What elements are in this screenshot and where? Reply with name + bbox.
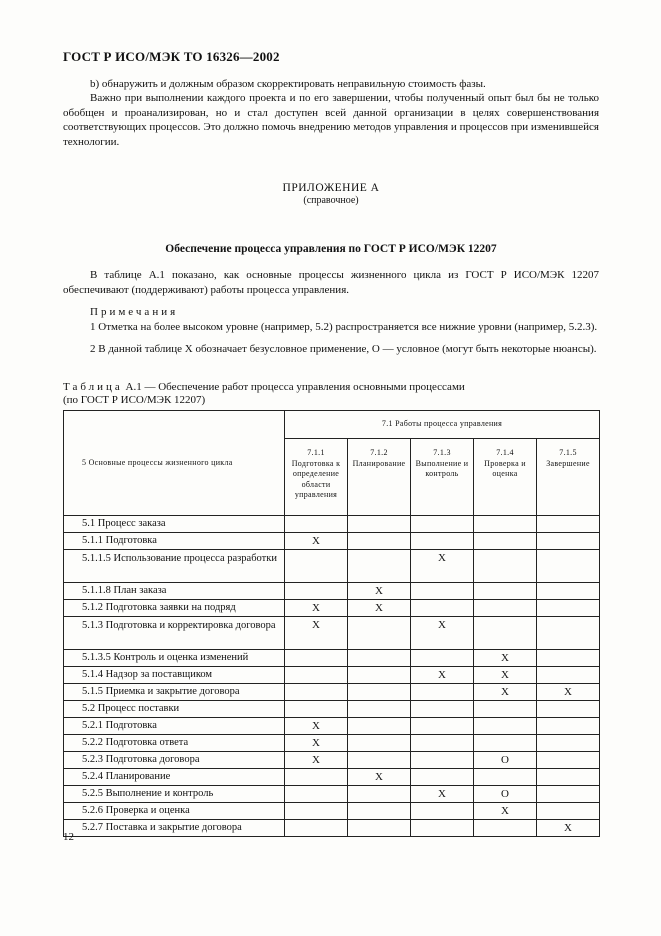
mark-cell: X [285, 752, 348, 769]
mark-cell [537, 752, 600, 769]
mark-cell [537, 701, 600, 718]
mark-cell: X [285, 718, 348, 735]
table-caption-rest: А.1 — Обеспечение работ процесса управления основными процессами [122, 381, 465, 393]
row-label: 5.1.2 Подготовка заявки на подряд [64, 600, 285, 617]
column-header-main: 5 Основные процессы жизненного цикла [64, 411, 285, 516]
mark-cell [348, 684, 411, 701]
mark-cell: X [348, 600, 411, 617]
table-row [64, 786, 600, 803]
row-label: 5.1.5 Приемка и закрытие договора [64, 684, 285, 701]
note-2: 2 В данной таблице X обозначает безусловное применение, О — условное (могут быть некоторые нюансы). [90, 343, 597, 355]
notes-title: Примечания [90, 306, 179, 318]
mark-cell [285, 550, 348, 583]
row-label: 5.1.3.5 Контроль и оценка изменений [64, 650, 285, 667]
mark-cell [411, 600, 474, 617]
mark-cell [411, 516, 474, 533]
mark-cell [474, 516, 537, 533]
table-row [64, 583, 600, 600]
table-row [64, 617, 600, 650]
mark-cell: X [348, 769, 411, 786]
appendix-subtitle: (справочное) [303, 195, 359, 206]
row-label: 5.2.7 Поставка и закрытие договора [64, 820, 285, 837]
mark-cell [537, 667, 600, 684]
mark-cell: X [285, 600, 348, 617]
mark-cell [474, 550, 537, 583]
page-number: 12 [63, 831, 74, 843]
mark-cell [474, 583, 537, 600]
processes-table [63, 410, 600, 837]
intro-paragraph: Важно при выполнении каждого проекта и по его завершении, чтобы полученный опыт был бы не только обобщен и проанализирован, но и стал доступен всей данной организации в целях совершенствования соответствующих процессов. Это должно помочь внедрению методов управления и процессов при изменившейся технологии. [63, 92, 599, 148]
mark-cell [348, 752, 411, 769]
table-row [64, 533, 600, 550]
mark-cell [285, 650, 348, 667]
mark-cell [348, 667, 411, 684]
mark-cell [411, 684, 474, 701]
mark-cell: X [474, 650, 537, 667]
table-row [64, 735, 600, 752]
list-item-b: b) обнаружить и должным образом скорректировать неправильную стоимость фазы. [90, 78, 486, 90]
row-label: 5.2.3 Подготовка договора [64, 752, 285, 769]
row-label: 5.2.1 Подготовка [64, 718, 285, 735]
table-row [64, 516, 600, 533]
mark-cell [537, 718, 600, 735]
mark-cell: X [474, 803, 537, 820]
row-label: 5.1.4 Надзор за поставщиком [64, 667, 285, 684]
mark-cell [474, 769, 537, 786]
row-label: 5.2.5 Выполнение и контроль [64, 786, 285, 803]
column-header-7-1-5: 7.1.5 Завершение [537, 439, 600, 516]
mark-cell [348, 550, 411, 583]
mark-cell [537, 786, 600, 803]
mark-cell [285, 820, 348, 837]
column-header-7-1-3: 7.1.3 Выполнение и контроль [411, 439, 474, 516]
mark-cell [537, 803, 600, 820]
mark-cell [474, 600, 537, 617]
column-header-7-1-1: 7.1.1 Подготовка к определение области управления [285, 439, 348, 516]
mark-cell [411, 533, 474, 550]
mark-cell [411, 769, 474, 786]
column-header-7-1-4: 7.1.4 Проверка и оценка [474, 439, 537, 516]
mark-cell: X [285, 735, 348, 752]
table-caption-line2: (по ГОСТ Р ИСО/МЭК 12207) [63, 394, 206, 406]
table-row [64, 650, 600, 667]
table-row [64, 701, 600, 718]
mark-cell: X [474, 667, 537, 684]
table-row [64, 667, 600, 684]
table-row [64, 752, 600, 769]
mark-cell: X [411, 667, 474, 684]
mark-cell [411, 803, 474, 820]
mark-cell: X [285, 617, 348, 650]
mark-cell [411, 650, 474, 667]
row-label: 5.1 Процесс заказа [64, 516, 285, 533]
mark-cell [474, 617, 537, 650]
mark-cell [411, 735, 474, 752]
note-1: 1 Отметка на более высоком уровне (например, 5.2) распространяется все нижние уровни (например, 5.2.3). [90, 321, 598, 333]
mark-cell [348, 718, 411, 735]
mark-cell [411, 820, 474, 837]
mark-cell [537, 583, 600, 600]
mark-cell [285, 769, 348, 786]
mark-cell: X [474, 684, 537, 701]
mark-cell [537, 600, 600, 617]
table-row [64, 550, 600, 583]
mark-cell: О [474, 786, 537, 803]
mark-cell [537, 516, 600, 533]
row-label: 5.1.1.5 Использование процесса разработки [64, 550, 285, 583]
document-header: ГОСТ Р ИСО/МЭК ТО 16326—2002 [63, 49, 280, 64]
mark-cell: X [411, 786, 474, 803]
table-header-row [64, 411, 600, 439]
mark-cell: X [285, 533, 348, 550]
row-label: 5.2.6 Проверка и оценка [64, 803, 285, 820]
table-row [64, 820, 600, 837]
mark-cell [348, 533, 411, 550]
mark-cell [411, 583, 474, 600]
row-label: 5.2.2 Подготовка ответа [64, 735, 285, 752]
mark-cell: X [537, 684, 600, 701]
mark-cell [537, 533, 600, 550]
row-label: 5.1.3 Подготовка и корректировка договора [64, 617, 285, 650]
mark-cell: О [474, 752, 537, 769]
mark-cell: X [537, 820, 600, 837]
mark-cell [474, 718, 537, 735]
mark-cell: X [411, 550, 474, 583]
mark-cell [285, 667, 348, 684]
mark-cell [285, 803, 348, 820]
mark-cell [411, 718, 474, 735]
mark-cell [285, 684, 348, 701]
mark-cell [537, 769, 600, 786]
mark-cell: X [411, 617, 474, 650]
row-label: 5.2 Процесс поставки [64, 701, 285, 718]
mark-cell [285, 583, 348, 600]
mark-cell [474, 735, 537, 752]
mark-cell [348, 803, 411, 820]
mark-cell [348, 701, 411, 718]
mark-cell: X [348, 583, 411, 600]
mark-cell [348, 786, 411, 803]
mark-cell [348, 820, 411, 837]
row-label: 5.1.1.8 План заказа [64, 583, 285, 600]
mark-cell [474, 820, 537, 837]
table-row [64, 718, 600, 735]
mark-cell [411, 752, 474, 769]
mark-cell [348, 650, 411, 667]
mark-cell [537, 617, 600, 650]
mark-cell [474, 701, 537, 718]
appendix-paragraph: В таблице А.1 показано, как основные процессы жизненного цикла из ГОСТ Р ИСО/МЭК 12207 обеспечивают (поддерживают) работы процесса управления. [63, 269, 599, 296]
mark-cell [348, 617, 411, 650]
row-label: 5.1.1 Подготовка [64, 533, 285, 550]
table-row [64, 769, 600, 786]
mark-cell [537, 650, 600, 667]
table-row [64, 684, 600, 701]
appendix-heading: Обеспечение процесса управления по ГОСТ Р ИСО/МЭК 12207 [165, 243, 497, 255]
table-row [64, 803, 600, 820]
mark-cell [285, 701, 348, 718]
mark-cell [285, 786, 348, 803]
column-header-7-1-2: 7.1.2 Планирование [348, 439, 411, 516]
appendix-title: ПРИЛОЖЕНИЕ А [282, 182, 380, 194]
mark-cell [537, 735, 600, 752]
table-caption-lead: Таблица [63, 381, 123, 393]
row-label: 5.2.4 Планирование [64, 769, 285, 786]
mark-cell [348, 735, 411, 752]
mark-cell [348, 516, 411, 533]
mark-cell [411, 701, 474, 718]
mark-cell [285, 516, 348, 533]
mark-cell [474, 533, 537, 550]
column-header-group: 7.1 Работы процесса управления [285, 411, 600, 439]
table-row [64, 600, 600, 617]
mark-cell [537, 550, 600, 583]
